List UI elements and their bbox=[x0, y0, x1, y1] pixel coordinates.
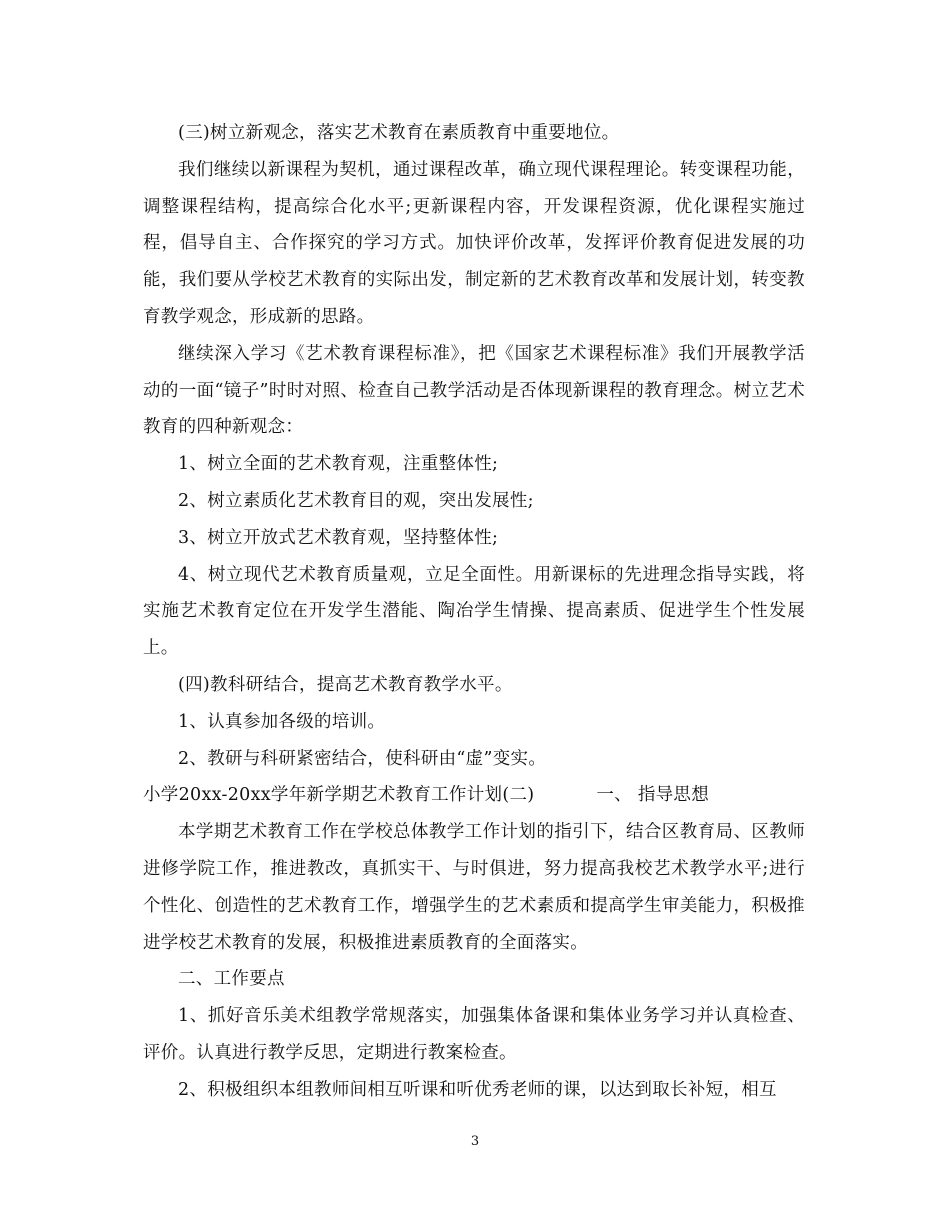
section-heading-work-points: 二、工作要点 bbox=[178, 969, 285, 990]
paragraph: 本学期艺术教育工作在学校总体教学工作计划的指引下，结合区教育局、区教师进修学院工作，推进教改，真抓实干、与时俱进，努力提高我校艺术教学水平;进行个性化、创造性的艺术教育工作，增强学生的艺术素质和提高学生审美能力，积极推进学校艺术教育的发展，积极推进素质教育的全面落实。 bbox=[143, 822, 805, 953]
document-title-line bbox=[143, 777, 805, 814]
paragraph: 继续深入学习《艺术教育课程标准》，把《国家艺术课程标准》我们开展教学活动的一面“镜子”时时对照、检查自己教学活动是否体现新课程的教育理念。树立艺术教育的四种新观念： bbox=[143, 343, 805, 438]
list-item: 3、树立开放式艺术教育观，坚持整体性; bbox=[178, 527, 499, 548]
list-item: 2、积极组织本组教师间相互听课和听优秀老师的课，以达到取长补短，相互 bbox=[178, 1079, 777, 1100]
paragraph: 我们继续以新课程为契机，通过课程改革，确立现代课程理论。转变课程功能，调整课程结构，提高综合化水平;更新课程内容，开发课程资源，优化课程实施过程，倡导自主、合作探究的学习方式。加快评价改革，发挥评价教育促进发展的功能，我们要从学校艺术教育的实际出发，制定新的艺术教育改革和发展计划，转变教育教学观念，形成新的思路。 bbox=[143, 159, 805, 327]
document-title: 小学20xx-20xx学年新学期艺术教育工作计划(二) bbox=[143, 785, 535, 806]
heading-section-3: (三)树立新观念，落实艺术教育在素质教育中重要地位。 bbox=[178, 123, 620, 143]
list-item: 1、认真参加各级的培训。 bbox=[178, 711, 386, 732]
list-item: 1、抓好音乐美术组教学常规落实，加强集体备课和集体业务学习并认真检查、评价。认真进行教学反思，定期进行教案检查。 bbox=[143, 1006, 805, 1063]
heading-section-4: (四)教科研结合，提高艺术教育教学水平。 bbox=[178, 674, 513, 695]
list-item: 1、树立全面的艺术教育观，注重整体性; bbox=[178, 454, 499, 475]
document-body bbox=[143, 115, 805, 1109]
list-item: 2、教研与科研紧密结合，使科研由“虚”变实。 bbox=[178, 748, 547, 769]
list-item: 4、树立现代艺术教育质量观，立足全面性。用新课标的先进理念指导实践，将实施艺术教育定位在开发学生潜能、陶冶学生情操、提高素质、促进学生个性发展上。 bbox=[143, 564, 805, 659]
section-heading-guiding-thought: 一、 指导思想 bbox=[596, 785, 710, 806]
list-item: 2、树立素质化艺术教育目的观，突出发展性; bbox=[178, 490, 534, 511]
page-number: 3 bbox=[470, 1134, 480, 1149]
